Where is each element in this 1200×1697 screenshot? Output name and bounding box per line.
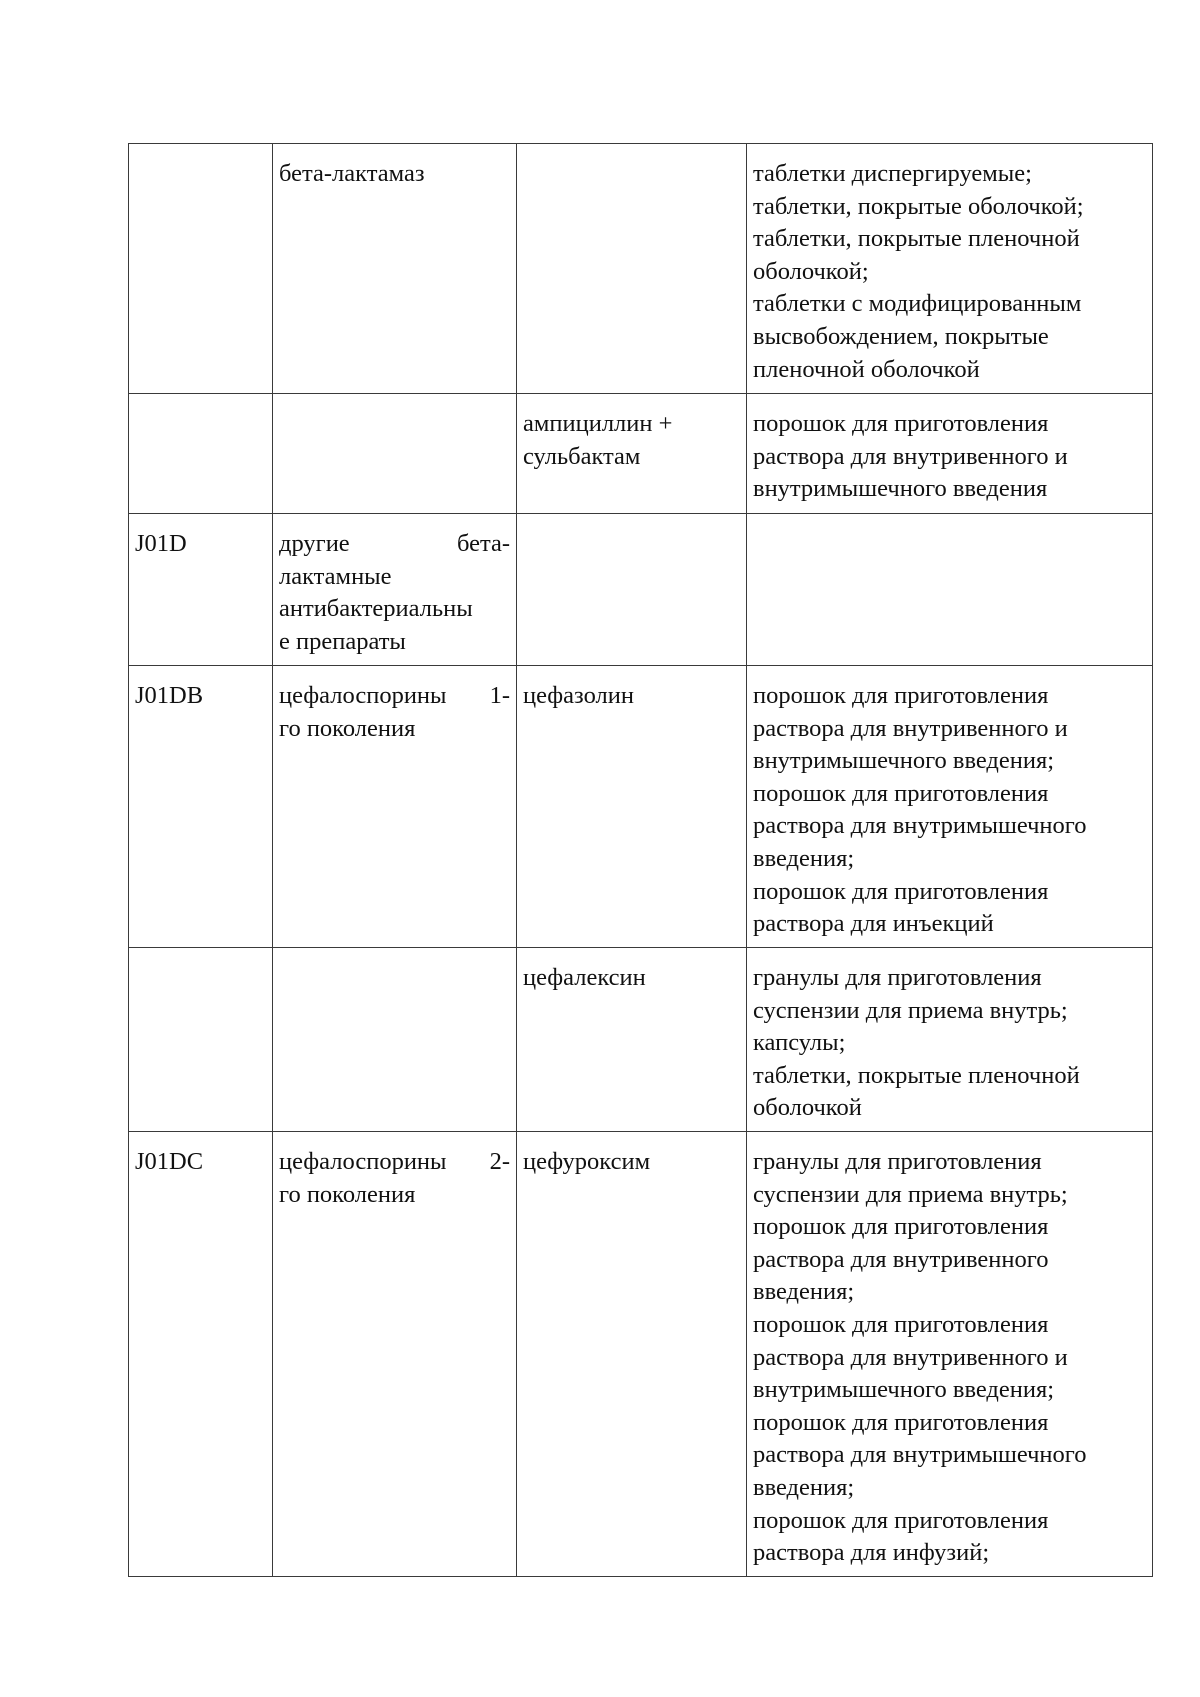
dosage-form-line: таблетки с модифицированным: [753, 290, 1082, 318]
atc-code: J01DC: [135, 1148, 204, 1175]
dosage-form-line: внутримышечного введения;: [753, 747, 1055, 775]
group-text-line: е препараты: [279, 627, 406, 655]
dosage-form-cell: [747, 394, 1153, 514]
group-cell: [273, 1132, 517, 1577]
table-row: [129, 1132, 1153, 1577]
table-row: [129, 514, 1153, 666]
group-text-line: другие бета-: [279, 530, 510, 557]
dosage-form-line: гранулы для приготовления: [753, 1148, 1042, 1175]
group-cell: [273, 514, 517, 666]
dosage-form-line: таблетки, покрытые пленочной: [753, 225, 1080, 253]
atc-code-cell: [129, 144, 273, 394]
drug-name-line: цефазолин: [523, 682, 634, 709]
dosage-form-line: пленочной оболочкой: [753, 355, 980, 383]
dosage-form-line: раствора для инфузий;: [753, 1539, 990, 1567]
drug-name-line: сульбактам: [523, 442, 641, 470]
dosage-form-line: капсулы;: [753, 1029, 846, 1057]
group-text-line: антибактериальны: [279, 595, 473, 623]
dosage-form-line: порошок для приготовления: [753, 682, 1049, 709]
dosage-form-line: раствора для внутримышечного: [753, 1441, 1087, 1469]
atc-code: J01D: [135, 530, 187, 557]
group-text-line: цефалоспорины 2-: [279, 1148, 510, 1175]
dosage-form-line: раствора для внутривенного и: [753, 442, 1068, 470]
dosage-form-line: порошок для приготовления: [753, 779, 1049, 807]
drug-name-cell: [517, 514, 747, 666]
dosage-form-cell: [747, 514, 1153, 666]
table-row: [129, 948, 1153, 1132]
atc-code: J01DB: [135, 682, 204, 709]
group-text-line: го поколения: [279, 1180, 416, 1208]
atc-code-cell: [129, 1132, 273, 1577]
dosage-form-line: оболочкой;: [753, 257, 869, 285]
dosage-form-line: раствора для инъекций: [753, 910, 994, 938]
drug-name-cell: [517, 948, 747, 1132]
dosage-form-line: порошок для приготовления: [753, 1408, 1049, 1436]
table-row: [129, 394, 1153, 514]
group-text-line: лактамные: [279, 562, 392, 590]
atc-code-cell: [129, 948, 273, 1132]
group-text-line: бета-лактамаз: [279, 160, 425, 187]
dosage-form-line: суспензии для приема внутрь;: [753, 996, 1068, 1024]
dosage-form-line: таблетки, покрытые оболочкой;: [753, 192, 1084, 220]
group-cell: [273, 394, 517, 514]
dosage-form-line: таблетки, покрытые пленочной: [753, 1061, 1080, 1089]
atc-code-cell: [129, 666, 273, 948]
atc-code-cell: [129, 394, 273, 514]
drug-name-cell: [517, 394, 747, 514]
dosage-form-line: гранулы для приготовления: [753, 964, 1042, 991]
dosage-form-cell: [747, 948, 1153, 1132]
dosage-form-line: оболочкой: [753, 1094, 862, 1122]
dosage-form-line: порошок для приготовления: [753, 1506, 1049, 1534]
group-text-line: го поколения: [279, 714, 416, 742]
dosage-form-line: высвобождением, покрытые: [753, 322, 1049, 350]
table-row: [129, 144, 1153, 394]
dosage-form-cell: [747, 666, 1153, 948]
dosage-form-line: раствора для внутривенного: [753, 1245, 1049, 1273]
drug-name-line: цефуроксим: [523, 1148, 651, 1175]
drug-name-cell: [517, 1132, 747, 1577]
drug-name-line: цефалексин: [523, 964, 646, 991]
dosage-form-line: порошок для приготовления: [753, 1310, 1049, 1338]
dosage-form-line: порошок для приготовления: [753, 1213, 1049, 1241]
dosage-form-line: раствора для внутривенного и: [753, 714, 1068, 742]
dosage-form-line: порошок для приготовления: [753, 410, 1049, 437]
table-row: [129, 666, 1153, 948]
dosage-form-line: таблетки диспергируемые;: [753, 160, 1032, 187]
group-cell: [273, 666, 517, 948]
dosage-form-line: раствора для внутримышечного: [753, 812, 1087, 840]
dosage-form-line: порошок для приготовления: [753, 877, 1049, 905]
dosage-form-line: внутримышечного введения: [753, 475, 1048, 503]
dosage-form-line: раствора для внутривенного и: [753, 1343, 1068, 1371]
dosage-form-cell: [747, 144, 1153, 394]
dosage-form-line: введения;: [753, 1278, 855, 1306]
dosage-form-line: введения;: [753, 844, 855, 872]
drug-name-cell: [517, 666, 747, 948]
drug-table: [128, 143, 1153, 1577]
dosage-form-line: суспензии для приема внутрь;: [753, 1180, 1068, 1208]
group-cell: [273, 144, 517, 394]
dosage-form-line: внутримышечного введения;: [753, 1376, 1055, 1404]
group-text-line: цефалоспорины 1-: [279, 682, 510, 709]
drug-name-line: ампициллин +: [523, 410, 673, 437]
dosage-form-cell: [747, 1132, 1153, 1577]
atc-code-cell: [129, 514, 273, 666]
dosage-form-line: введения;: [753, 1473, 855, 1501]
group-cell: [273, 948, 517, 1132]
drug-name-cell: [517, 144, 747, 394]
